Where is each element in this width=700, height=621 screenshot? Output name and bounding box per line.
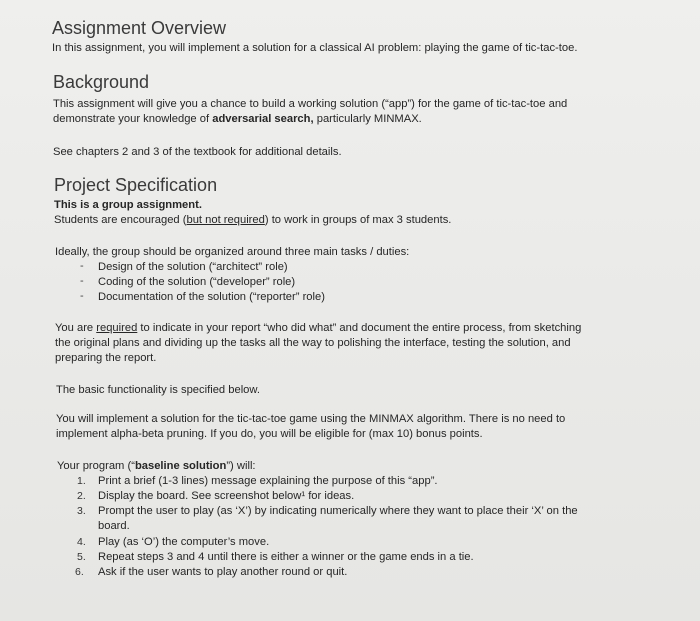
required-underlined: required: [96, 322, 138, 334]
step-number: 2.: [77, 490, 86, 502]
students-text: Students are encouraged (but not required) to work in groups of max 3 students.: [54, 214, 452, 226]
bullet-dash: -: [80, 275, 84, 287]
duty-item: Coding of the solution (“developer” role): [98, 276, 296, 288]
required-line-2: the original plans and dividing up the tasks all the way to polishing the interface, testing the solution, and: [55, 337, 571, 349]
background-line-1: This assignment will give you a chance to build a working solution (“app”) for the game of tic-tac-toe and: [53, 98, 568, 110]
group-assignment-note: This is a group assignment.: [54, 199, 202, 211]
bullet-dash: -: [80, 260, 84, 272]
step-text-continued: board.: [98, 520, 130, 532]
baseline-solution-emphasis: baseline solution: [134, 460, 227, 472]
see-chapters-text: See chapters 2 and 3 of the textbook for additional details.: [53, 146, 342, 158]
implement-line-1: You will implement a solution for the tic-tac-toe game using the MINMAX algorithm. There is no need to: [56, 413, 566, 425]
step-number: 4.: [77, 536, 86, 548]
implement-line-2: implement alpha-beta pruning. If you do, you will be eligible for (max 10) bonus points.: [56, 428, 483, 440]
step-text: Prompt the user to play (as ‘X’) by indicating numerically where they want to place their ‘X’ on the: [98, 505, 578, 517]
step-text: Ask if the user wants to play another round or quit.: [98, 566, 348, 578]
background-heading: Background: [53, 72, 150, 92]
bullet-dash: -: [80, 290, 84, 302]
program-intro: Your program (“baseline solution”) will:: [57, 460, 256, 472]
required-line-3: preparing the report.: [55, 352, 157, 364]
duty-item: Design of the solution (“architect” role): [98, 261, 288, 273]
overview-heading: Assignment Overview: [52, 18, 227, 38]
duty-item: Documentation of the solution (“reporter” role): [98, 291, 325, 303]
step-number: 3.: [77, 505, 86, 517]
step-text: Play (as ‘O’) the computer’s move.: [98, 536, 270, 548]
ideally-text: Ideally, the group should be organized around three main tasks / duties:: [55, 246, 410, 258]
step-number: 6.: [75, 566, 84, 578]
step-text: Print a brief (1-3 lines) message explaining the purpose of this “app”.: [98, 475, 438, 487]
step-text: Display the board. See screenshot below¹ for ideas.: [98, 490, 355, 502]
not-required-underlined: but not required: [186, 214, 265, 226]
required-line-1: You are required to indicate in your report “who did what” and document the entire process, from sketching: [55, 322, 582, 334]
step-number: 5.: [77, 551, 86, 563]
basic-functionality-text: The basic functionality is specified below.: [56, 384, 260, 396]
step-text: Repeat steps 3 and 4 until there is either a winner or the game ends in a tie.: [98, 551, 474, 563]
overview-text: In this assignment, you will implement a solution for a classical AI problem: playing the game of tic-tac-toe.: [52, 42, 578, 54]
step-number: 1.: [77, 475, 86, 487]
adversarial-search-emphasis: adversarial search,: [212, 113, 314, 125]
background-line-2: demonstrate your knowledge of adversarial search, particularly MINMAX.: [53, 113, 422, 125]
project-spec-heading: Project Specification: [54, 175, 218, 195]
